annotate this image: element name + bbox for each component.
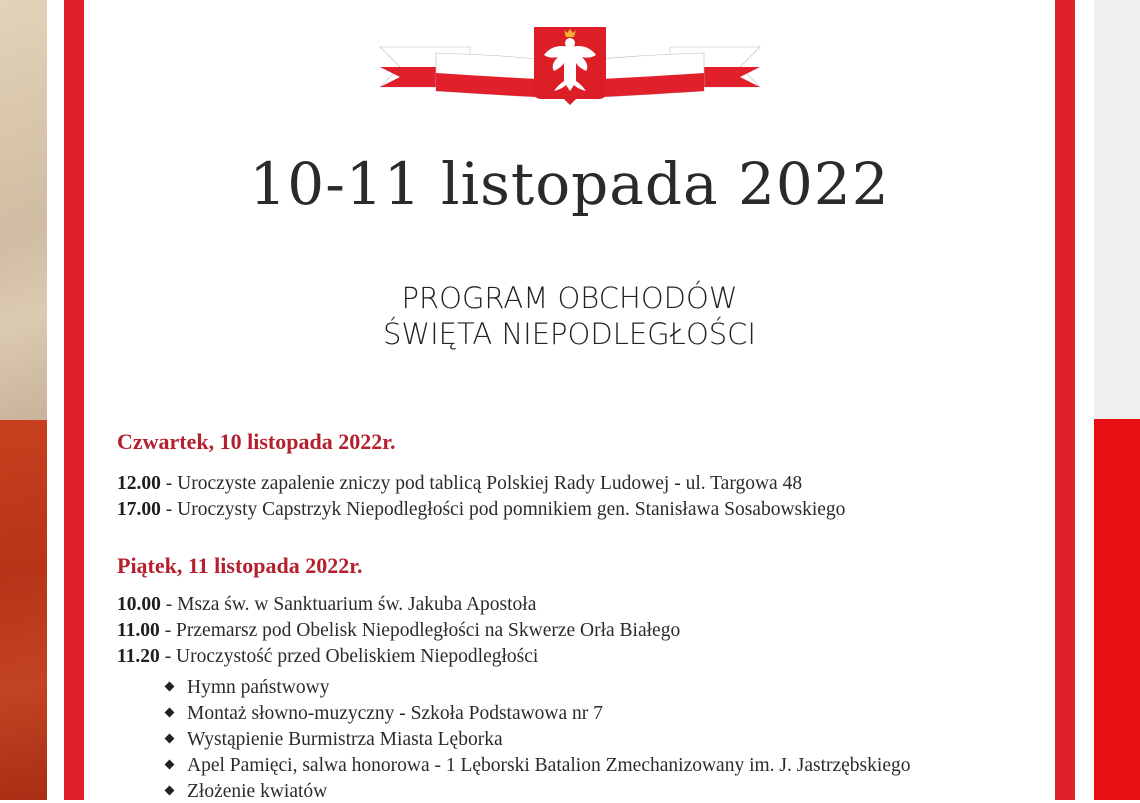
event-time: 10.00 (117, 594, 161, 615)
background-white-right (1094, 0, 1140, 419)
event-time: 12.00 (117, 473, 161, 494)
event-text: - Uroczystość przed Obeliskiem Niepodległości (159, 646, 539, 667)
diamond-bullet-icon (165, 760, 175, 770)
event-text: - Uroczysty Capstrzyk Niepodległości pod pomnikiem gen. Stanisława Sosabowskiego (160, 499, 846, 520)
page-subtitle (84, 280, 1055, 352)
event-item (117, 499, 845, 521)
ceremony-item-text: Wystąpienie Burmistrza Miasta Lęborka (187, 729, 503, 750)
frame-border-right (1055, 0, 1075, 800)
frame-border-left (64, 0, 84, 800)
background-parchment-left (0, 0, 47, 420)
ceremony-list-item (166, 755, 910, 777)
event-item (117, 620, 680, 642)
ceremony-list-item (166, 677, 329, 699)
ceremony-list-item (166, 729, 503, 751)
event-text: - Przemarsz pod Obelisk Niepodległości na Skwerze Orła Białego (159, 620, 681, 641)
subtitle-line-2: ŚWIĘTA NIEPODLEGŁOŚCI (383, 317, 756, 351)
diamond-bullet-icon (165, 734, 175, 744)
diamond-bullet-icon (165, 786, 175, 796)
event-item (117, 646, 538, 668)
diamond-bullet-icon (165, 682, 175, 692)
ceremony-list-item (166, 703, 603, 725)
subtitle-line-1: PROGRAM OBCHODÓW (401, 281, 738, 315)
polish-eagle-emblem-icon (378, 25, 762, 105)
event-time: 11.20 (117, 646, 160, 667)
event-time: 17.00 (117, 499, 161, 520)
page-title: 10-11 listopada 2022 (249, 150, 890, 218)
event-text: - Uroczyste zapalenie zniczy pod tablicą Polskiej Rady Ludowej - ul. Targowa 48 (160, 473, 803, 494)
event-time: 11.00 (117, 620, 160, 641)
ceremony-item-text: Złożenie kwiatów (187, 781, 328, 802)
ceremony-item-text: Hymn państwowy (187, 677, 330, 698)
event-item (117, 594, 536, 616)
background-red-right (1094, 419, 1140, 800)
day-heading-friday: Piątek, 11 listopada 2022r. (117, 553, 363, 578)
background-red-left (0, 420, 47, 800)
day-heading-thursday: Czwartek, 10 listopada 2022r. (117, 429, 396, 454)
ceremony-item-text: Montaż słowno-muzyczny - Szkoła Podstawowa nr 7 (187, 703, 603, 724)
diamond-bullet-icon (165, 708, 175, 718)
ceremony-item-text: Apel Pamięci, salwa honorowa - 1 Lęborski Batalion Zmechanizowany im. J. Jastrzębskiego (187, 755, 911, 776)
event-item (117, 473, 802, 495)
event-text: - Msza św. w Sanktuarium św. Jakuba Apostoła (160, 594, 537, 615)
